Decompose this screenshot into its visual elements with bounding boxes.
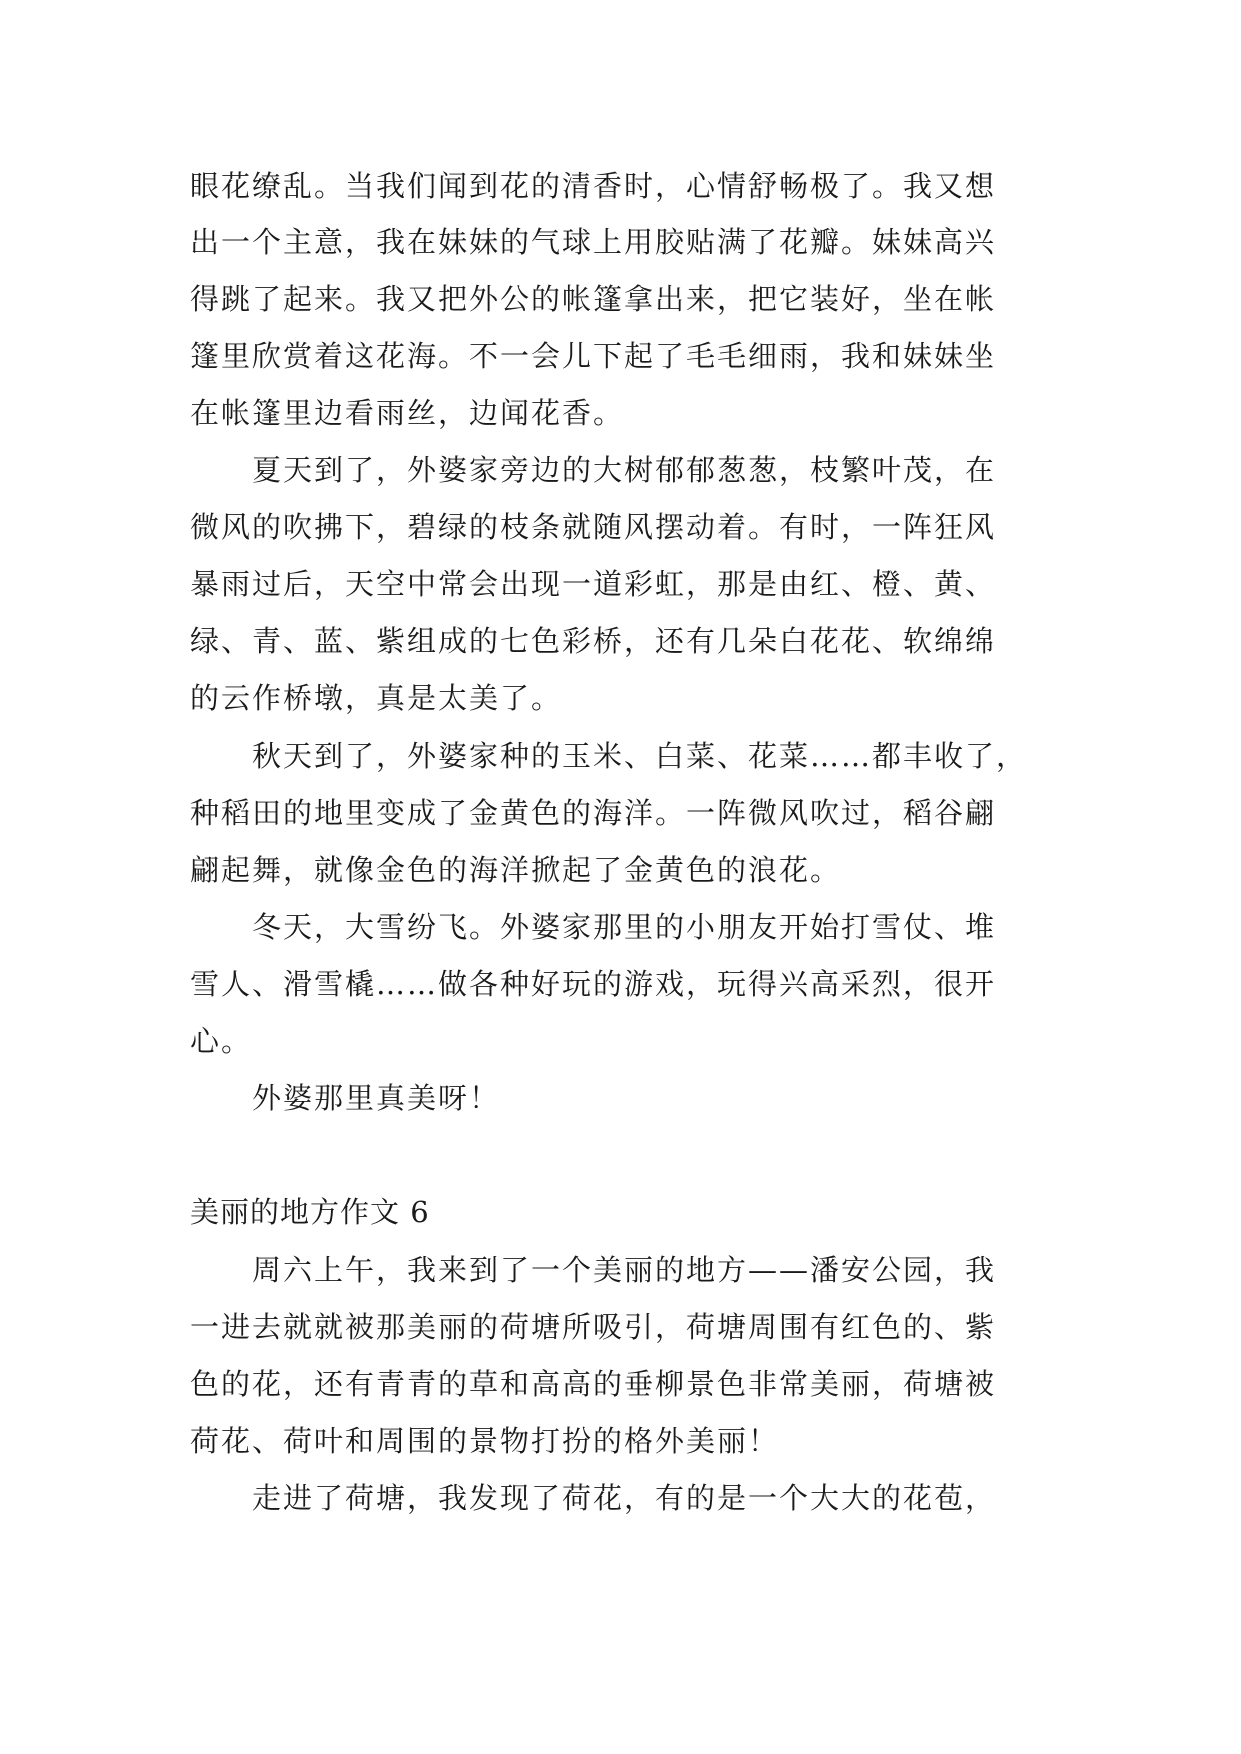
text-line: 种稻田的地里变成了金黄色的海洋。一阵微风吹过，稻谷翩	[190, 796, 997, 830]
text-line: 的云作桥墩，真是太美了。	[190, 681, 563, 715]
text-line: 出一个主意，我在妹妹的气球上用胶贴满了花瓣。妹妹高兴	[190, 225, 997, 259]
text-line: 在帐篷里边看雨丝，边闻花香。	[190, 396, 625, 430]
text-line: 荷花、荷叶和周围的景物打扮的格外美丽！	[190, 1424, 780, 1458]
paragraph-start-line: 走进了荷塘，我发现了荷花，有的是一个大大的花苞，	[252, 1481, 997, 1515]
text-line: 绿、青、蓝、紫组成的七色彩桥，还有几朵白花花、软绵绵	[190, 624, 997, 658]
section-heading: 美丽的地方作文 6	[190, 1195, 430, 1229]
text-line: 翩起舞，就像金色的海洋掀起了金黄色的浪花。	[190, 853, 842, 887]
text-line: 微风的吹拂下，碧绿的枝条就随风摆动着。有时，一阵狂风	[190, 510, 997, 544]
paragraph-start-line: 外婆那里真美呀！	[252, 1081, 501, 1115]
text-line: 眼花缭乱。当我们闻到花的清香时，心情舒畅极了。我又想	[190, 169, 997, 203]
text-line: 雪人、滑雪橇……做各种好玩的游戏，玩得兴高采烈，很开	[190, 967, 997, 1001]
text-line: 得跳了起来。我又把外公的帐篷拿出来，把它装好，坐在帐	[190, 282, 997, 316]
paragraph-start-line: 夏天到了，外婆家旁边的大树郁郁葱葱，枝繁叶茂，在	[252, 453, 997, 487]
text-line: 篷里欣赏着这花海。不一会儿下起了毛毛细雨，我和妹妹坐	[190, 339, 997, 373]
text-line: 色的花，还有青青的草和高高的垂柳景色非常美丽，荷塘被	[190, 1367, 997, 1401]
text-line: 暴雨过后，天空中常会出现一道彩虹，那是由红、橙、黄、	[190, 567, 997, 601]
text-line: 一进去就就被那美丽的荷塘所吸引，荷塘周围有红色的、紫	[190, 1310, 997, 1344]
text-line: 心。	[190, 1024, 253, 1058]
paragraph-start-line: 周六上午，我来到了一个美丽的地方——潘安公园，我	[252, 1253, 997, 1287]
paragraph-start-line: 冬天，大雪纷飞。外婆家那里的小朋友开始打雪仗、堆	[252, 910, 997, 944]
paragraph-start-line: 秋天到了，外婆家种的玉米、白菜、花菜……都丰收了，	[252, 739, 1028, 773]
